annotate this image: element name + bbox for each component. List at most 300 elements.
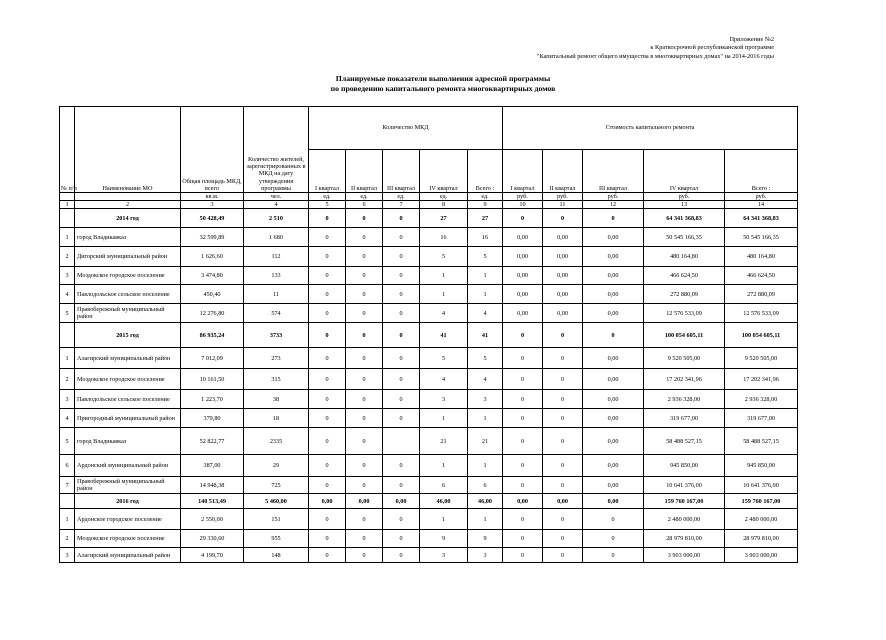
cell-mkd-q4: 6 bbox=[420, 477, 468, 494]
cell-mkd-q2: 0 bbox=[346, 209, 383, 228]
table-row bbox=[60, 348, 798, 369]
cell-name: 2015 год bbox=[75, 323, 181, 348]
cell-mkd-q1: 0 bbox=[309, 247, 346, 267]
cell-num: 5 bbox=[60, 428, 75, 455]
cell-cost-q2: 0,00 bbox=[543, 247, 583, 267]
cell-mkd-q4: 41 bbox=[420, 323, 468, 348]
cell-mkd-q4: 5 bbox=[420, 247, 468, 267]
cell-cost-q1: 0,00 bbox=[503, 267, 543, 285]
cell-cost-q4: 12 576 533,09 bbox=[644, 304, 725, 323]
cell-mkd-q1: 0 bbox=[309, 477, 346, 494]
cell-num: 1 bbox=[60, 228, 75, 247]
cell-residents: 148 bbox=[244, 548, 309, 563]
cell-mkd-q1: 0 bbox=[309, 304, 346, 323]
cell-mkd-q3: 0 bbox=[383, 348, 420, 369]
cell-name: Павлодольское сельское поселение bbox=[75, 390, 181, 409]
cell-mkd-q1: 0 bbox=[309, 390, 346, 409]
cell-num: 1 bbox=[60, 348, 75, 369]
cell-mkd-q4: 1 bbox=[420, 409, 468, 428]
cell-mkd-q3: 0 bbox=[383, 530, 420, 548]
cell-cost-q2: 0,00 bbox=[543, 267, 583, 285]
cell-mkd-q3: 0 bbox=[383, 267, 420, 285]
header-residents: Количество жителей, зарегистрированных в МКД на дату утверждения программы bbox=[244, 107, 309, 193]
cell-cost-q1: 0 bbox=[503, 348, 543, 369]
cell-cost-q2: 0,00 bbox=[543, 494, 583, 509]
cell-mkd-total: 3 bbox=[468, 548, 503, 563]
cell-mkd-q4: 16 bbox=[420, 228, 468, 247]
cell-name: Алагирский муниципальный район bbox=[75, 548, 181, 563]
cell-num: 6 bbox=[60, 455, 75, 477]
cell-residents: 2335 bbox=[244, 428, 309, 455]
table-row bbox=[60, 390, 798, 409]
cell-cost-q1: 0 bbox=[503, 209, 543, 228]
cell-num: 5 bbox=[60, 304, 75, 323]
colnum-mkd-q4: 8 bbox=[420, 201, 468, 209]
cell-cost-q1: 0,00 bbox=[503, 304, 543, 323]
cell-mkd-total: 5 bbox=[468, 348, 503, 369]
table-row bbox=[60, 509, 798, 530]
cell-mkd-q1: 0 bbox=[309, 509, 346, 530]
table-row bbox=[60, 267, 798, 285]
cell-cost-total: 2 480 000,00 bbox=[725, 509, 798, 530]
header-num: № п/п bbox=[60, 107, 75, 193]
cell-mkd-q2: 0 bbox=[346, 477, 383, 494]
cell-mkd-q1: 0 bbox=[309, 369, 346, 390]
cell-mkd-total: 41 bbox=[468, 323, 503, 348]
cell-cost-q4: 64 341 368,83 bbox=[644, 209, 725, 228]
cell-mkd-q3: 0 bbox=[383, 247, 420, 267]
table-row bbox=[60, 530, 798, 548]
cell-mkd-q2: 0 bbox=[346, 304, 383, 323]
cell-area: 29 330,60 bbox=[181, 530, 244, 548]
cell-num: 7 bbox=[60, 477, 75, 494]
cell-num: 4 bbox=[60, 409, 75, 428]
cell-mkd-q1: 0 bbox=[309, 228, 346, 247]
colnum-residents: 4 bbox=[244, 201, 309, 209]
cell-mkd-q4: 9 bbox=[420, 530, 468, 548]
cell-cost-q3: 0,00 bbox=[583, 228, 644, 247]
cell-mkd-q3: 0 bbox=[383, 228, 420, 247]
cell-cost-q1: 0 bbox=[503, 409, 543, 428]
cell-num: 2 bbox=[60, 530, 75, 548]
table-row bbox=[60, 428, 798, 455]
cell-mkd-total: 1 bbox=[468, 455, 503, 477]
colnum-name: 2 bbox=[75, 201, 181, 209]
cell-mkd-q1: 0 bbox=[309, 323, 346, 348]
cell-mkd-q4: 1 bbox=[420, 285, 468, 304]
cell-num: 3 bbox=[60, 390, 75, 409]
cell-cost-total: 10 641 376,00 bbox=[725, 477, 798, 494]
cell-cost-total: 50 545 166,35 bbox=[725, 228, 798, 247]
cell-mkd-q1: 0 bbox=[309, 348, 346, 369]
cell-cost-q2: 0 bbox=[543, 323, 583, 348]
cell-cost-total: 9 520 505,00 bbox=[725, 348, 798, 369]
cell-cost-q2: 0 bbox=[543, 390, 583, 409]
title-line-1: Планируемые показатели выполнения адресной программы bbox=[335, 74, 551, 83]
cell-mkd-q3: 0 bbox=[383, 509, 420, 530]
cell-mkd-q4: 4 bbox=[420, 369, 468, 390]
cell-cost-q2: 0 bbox=[543, 477, 583, 494]
cell-cost-q4: 50 545 166,35 bbox=[644, 228, 725, 247]
cell-mkd-q4: 1 bbox=[420, 455, 468, 477]
cell-cost-q1: 0 bbox=[503, 530, 543, 548]
cell-mkd-q3 bbox=[383, 428, 420, 455]
cell-mkd-q3: 0 bbox=[383, 548, 420, 563]
colnum-cost-q4: 13 bbox=[644, 201, 725, 209]
appendix-note bbox=[537, 36, 774, 61]
unit-num bbox=[60, 193, 75, 201]
cell-cost-q1: 0 bbox=[503, 509, 543, 530]
cell-area: 2 550,00 bbox=[181, 509, 244, 530]
header-cost-group: Стоимость капитального ремонта bbox=[503, 107, 798, 150]
colnum-mkd-q1: 5 bbox=[309, 201, 346, 209]
cell-cost-q2: 0,00 bbox=[543, 304, 583, 323]
cell-mkd-q3: 0,00 bbox=[383, 494, 420, 509]
cell-cost-q4: 2 936 328,00 bbox=[644, 390, 725, 409]
cell-mkd-q3: 0 bbox=[383, 209, 420, 228]
cell-mkd-q3: 0 bbox=[383, 409, 420, 428]
cell-cost-q3: 0,00 bbox=[583, 285, 644, 304]
header-area: Общая площадь МКД, всего bbox=[181, 107, 244, 193]
cell-mkd-q3: 0 bbox=[383, 323, 420, 348]
cell-mkd-q4: 27 bbox=[420, 209, 468, 228]
table-row bbox=[60, 369, 798, 390]
cell-mkd-total: 6 bbox=[468, 477, 503, 494]
cell-mkd-q1: 0 bbox=[309, 530, 346, 548]
cell-name: Ардонское городское поселение bbox=[75, 509, 181, 530]
header-cost-q1: I квартал bbox=[503, 150, 543, 193]
cell-cost-q1: 0 bbox=[503, 477, 543, 494]
document-title bbox=[0, 74, 886, 94]
cell-cost-q4: 466 624,50 bbox=[644, 267, 725, 285]
cell-area: 140 513,49 bbox=[181, 494, 244, 509]
cell-cost-q3: 0,00 bbox=[583, 304, 644, 323]
cell-name: город Владикавказ bbox=[75, 428, 181, 455]
cell-mkd-q1: 0 bbox=[309, 209, 346, 228]
cell-cost-q3: 0,00 bbox=[583, 390, 644, 409]
cell-cost-total: 466 624,50 bbox=[725, 267, 798, 285]
cell-residents: 112 bbox=[244, 247, 309, 267]
cell-cost-q4: 2 480 000,00 bbox=[644, 509, 725, 530]
cell-mkd-q2: 0 bbox=[346, 428, 383, 455]
unit-cost-q1: руб. bbox=[503, 193, 543, 201]
unit-mkd-q4: ед. bbox=[420, 193, 468, 201]
table-row bbox=[60, 304, 798, 323]
cell-name: Павлодольское сельское поселение bbox=[75, 285, 181, 304]
cell-cost-q1: 0 bbox=[503, 428, 543, 455]
table-row bbox=[60, 285, 798, 304]
cell-mkd-q3: 0 bbox=[383, 285, 420, 304]
cell-area: 4 199,70 bbox=[181, 548, 244, 563]
cell-name: Правобережный муниципальный район bbox=[75, 477, 181, 494]
cell-mkd-q4: 3 bbox=[420, 548, 468, 563]
cell-num: 2 bbox=[60, 369, 75, 390]
cell-cost-q3: 0,00 bbox=[583, 477, 644, 494]
unit-mkd-q1: ед. bbox=[309, 193, 346, 201]
unit-mkd-q2: ед. bbox=[346, 193, 383, 201]
colnum-area: 3 bbox=[181, 201, 244, 209]
header-mkd-q2: II квартал bbox=[346, 150, 383, 193]
cell-cost-q3: 0 bbox=[583, 548, 644, 563]
cell-area: 7 012,09 bbox=[181, 348, 244, 369]
cell-mkd-q2: 0 bbox=[346, 228, 383, 247]
cell-cost-q3: 0 bbox=[583, 509, 644, 530]
cell-mkd-q1: 0 bbox=[309, 428, 346, 455]
cell-residents: 1 680 bbox=[244, 228, 309, 247]
cell-mkd-total: 1 bbox=[468, 267, 503, 285]
cell-cost-total: 28 979 810,00 bbox=[725, 530, 798, 548]
cell-residents: 725 bbox=[244, 477, 309, 494]
cell-cost-q2: 0 bbox=[543, 428, 583, 455]
cell-name: Дигорский муниципальный район bbox=[75, 247, 181, 267]
cell-name: Ардонский муниципальный район bbox=[75, 455, 181, 477]
cell-cost-total: 272 880,09 bbox=[725, 285, 798, 304]
colnum-cost-q3: 12 bbox=[583, 201, 644, 209]
cell-cost-q1: 0,00 bbox=[503, 247, 543, 267]
cell-cost-q1: 0,00 bbox=[503, 228, 543, 247]
cell-mkd-q3: 0 bbox=[383, 455, 420, 477]
cell-area: 379,80 bbox=[181, 409, 244, 428]
colnum-num: 1 bbox=[60, 201, 75, 209]
cell-mkd-q1: 0 bbox=[309, 409, 346, 428]
cell-mkd-q4: 21 bbox=[420, 428, 468, 455]
cell-num: 3 bbox=[60, 267, 75, 285]
cell-mkd-q4: 46,00 bbox=[420, 494, 468, 509]
cell-area: 32 599,89 bbox=[181, 228, 244, 247]
cell-area: 1 626,60 bbox=[181, 247, 244, 267]
cell-residents: 133 bbox=[244, 267, 309, 285]
table-row bbox=[60, 409, 798, 428]
cell-cost-q2: 0 bbox=[543, 455, 583, 477]
table-row bbox=[60, 455, 798, 477]
cell-mkd-q3: 0 bbox=[383, 369, 420, 390]
cell-cost-q4: 28 979 810,00 bbox=[644, 530, 725, 548]
cell-cost-q4: 100 054 605,11 bbox=[644, 323, 725, 348]
cell-residents: 38 bbox=[244, 390, 309, 409]
header-name: Наименование МО bbox=[75, 107, 181, 193]
cell-cost-q2: 0 bbox=[543, 369, 583, 390]
cell-cost-total: 3 903 000,00 bbox=[725, 548, 798, 563]
cell-residents: 574 bbox=[244, 304, 309, 323]
year-summary-row bbox=[60, 494, 798, 509]
cell-cost-q2: 0,00 bbox=[543, 228, 583, 247]
cell-mkd-q4: 3 bbox=[420, 390, 468, 409]
cell-mkd-q2: 0 bbox=[346, 369, 383, 390]
cell-mkd-total: 27 bbox=[468, 209, 503, 228]
cell-cost-total: 58 488 527,15 bbox=[725, 428, 798, 455]
year-summary-row bbox=[60, 323, 798, 348]
cell-mkd-total: 5 bbox=[468, 247, 503, 267]
cell-area: 50 428,49 bbox=[181, 209, 244, 228]
table-row bbox=[60, 548, 798, 563]
cell-cost-q2: 0 bbox=[543, 509, 583, 530]
cell-mkd-total: 3 bbox=[468, 390, 503, 409]
cell-cost-q4: 159 760 167,00 bbox=[644, 494, 725, 509]
appendix-line-2: к Краткосрочной республиканской программе bbox=[650, 44, 774, 52]
cell-mkd-q2: 0 bbox=[346, 285, 383, 304]
unit-name bbox=[75, 193, 181, 201]
cell-cost-total: 2 936 328,00 bbox=[725, 390, 798, 409]
cell-residents: 273 bbox=[244, 348, 309, 369]
cell-mkd-q2: 0 bbox=[346, 509, 383, 530]
cell-mkd-q4: 5 bbox=[420, 348, 468, 369]
cell-residents: 29 bbox=[244, 455, 309, 477]
cell-cost-q1: 0,00 bbox=[503, 494, 543, 509]
cell-cost-q3: 0,00 bbox=[583, 369, 644, 390]
cell-mkd-q1: 0 bbox=[309, 455, 346, 477]
cell-cost-q1: 0 bbox=[503, 455, 543, 477]
cell-cost-q1: 0 bbox=[503, 323, 543, 348]
year-summary-row bbox=[60, 209, 798, 228]
cell-mkd-q3: 0 bbox=[383, 304, 420, 323]
table-row bbox=[60, 247, 798, 267]
cell-mkd-q1: 0 bbox=[309, 267, 346, 285]
cell-cost-q2: 0 bbox=[543, 548, 583, 563]
cell-mkd-q2: 0 bbox=[346, 247, 383, 267]
cell-area: 52 822,77 bbox=[181, 428, 244, 455]
cell-mkd-q2: 0 bbox=[346, 267, 383, 285]
cell-mkd-total: 46,00 bbox=[468, 494, 503, 509]
cell-residents: 2 510 bbox=[244, 209, 309, 228]
cell-name: Моздокское городское поселение bbox=[75, 267, 181, 285]
cell-name: Моздокское городское поселение bbox=[75, 530, 181, 548]
cell-area: 12 276,80 bbox=[181, 304, 244, 323]
header-mkd-group: Количество МКД bbox=[309, 107, 503, 150]
program-table bbox=[59, 106, 798, 563]
cell-mkd-q2: 0 bbox=[346, 530, 383, 548]
cell-name: Моздокское городское поселение bbox=[75, 369, 181, 390]
cell-residents: 18 bbox=[244, 409, 309, 428]
cell-mkd-q3: 0 bbox=[383, 390, 420, 409]
cell-cost-q2: 0,00 bbox=[543, 285, 583, 304]
cell-cost-q2: 0 bbox=[543, 348, 583, 369]
cell-area: 450,40 bbox=[181, 285, 244, 304]
cell-mkd-q4: 1 bbox=[420, 509, 468, 530]
cell-num: 4 bbox=[60, 285, 75, 304]
header-cost-q3: III квартал bbox=[583, 150, 644, 193]
table-row bbox=[60, 228, 798, 247]
cell-cost-q4: 58 488 527,15 bbox=[644, 428, 725, 455]
cell-cost-q3: 0,00 bbox=[583, 455, 644, 477]
header-mkd-q3: III квартал bbox=[383, 150, 420, 193]
colnum-cost-q1: 10 bbox=[503, 201, 543, 209]
cell-cost-total: 64 341 368,83 bbox=[725, 209, 798, 228]
cell-cost-q3: 0,00 bbox=[583, 247, 644, 267]
cell-name: Пригородный муниципальный район bbox=[75, 409, 181, 428]
colnum-mkd-q2: 6 bbox=[346, 201, 383, 209]
appendix-line-1: Приложение №2 bbox=[729, 36, 774, 43]
group-header-row bbox=[60, 107, 798, 150]
cell-cost-q3: 0,00 bbox=[583, 348, 644, 369]
cell-name: 2014 год bbox=[75, 209, 181, 228]
cell-cost-q3: 0 bbox=[583, 530, 644, 548]
cell-cost-q3: 0,00 bbox=[583, 267, 644, 285]
cell-mkd-q1: 0 bbox=[309, 285, 346, 304]
cell-mkd-total: 16 bbox=[468, 228, 503, 247]
cell-mkd-q2: 0 bbox=[346, 548, 383, 563]
cell-cost-q4: 319 677,00 bbox=[644, 409, 725, 428]
cell-mkd-total: 9 bbox=[468, 530, 503, 548]
cell-mkd-total: 21 bbox=[468, 428, 503, 455]
cell-cost-q1: 0 bbox=[503, 390, 543, 409]
cell-cost-q2: 0 bbox=[543, 409, 583, 428]
unit-area: кв.м. bbox=[181, 193, 244, 201]
cell-cost-q3: 0,00 bbox=[583, 428, 644, 455]
cell-residents: 5 460,00 bbox=[244, 494, 309, 509]
cell-num bbox=[60, 323, 75, 348]
cell-num bbox=[60, 209, 75, 228]
cell-area: 3 474,80 bbox=[181, 267, 244, 285]
cell-mkd-q2: 0 bbox=[346, 323, 383, 348]
cell-mkd-q4: 4 bbox=[420, 304, 468, 323]
cell-num: 1 bbox=[60, 509, 75, 530]
cell-cost-q3: 0 bbox=[583, 323, 644, 348]
cell-area: 1 223,70 bbox=[181, 390, 244, 409]
cell-cost-q3: 0,00 bbox=[583, 409, 644, 428]
cell-cost-q4: 3 903 000,00 bbox=[644, 548, 725, 563]
table-row bbox=[60, 477, 798, 494]
unit-cost-q3: руб. bbox=[583, 193, 644, 201]
cell-mkd-total: 1 bbox=[468, 285, 503, 304]
cell-name: Алагирский муниципальный район bbox=[75, 348, 181, 369]
cell-num bbox=[60, 494, 75, 509]
colnum-mkd-total: 9 bbox=[468, 201, 503, 209]
cell-mkd-q4: 1 bbox=[420, 267, 468, 285]
cell-mkd-q2: 0 bbox=[346, 455, 383, 477]
cell-area: 10 161,50 bbox=[181, 369, 244, 390]
cell-mkd-q2: 0 bbox=[346, 409, 383, 428]
colnum-mkd-q3: 7 bbox=[383, 201, 420, 209]
cell-cost-q4: 480 164,80 bbox=[644, 247, 725, 267]
unit-mkd-total: ед. bbox=[468, 193, 503, 201]
cell-mkd-q2: 0,00 bbox=[346, 494, 383, 509]
colnum-cost-total: 14 bbox=[725, 201, 798, 209]
cell-area: 14 948,38 bbox=[181, 477, 244, 494]
cell-cost-q4: 272 880,09 bbox=[644, 285, 725, 304]
cell-cost-total: 319 677,00 bbox=[725, 409, 798, 428]
cell-name: город Владикавказ bbox=[75, 228, 181, 247]
cell-num: 3 bbox=[60, 548, 75, 563]
cell-cost-q4: 17 202 341,96 bbox=[644, 369, 725, 390]
cell-cost-q2: 0 bbox=[543, 209, 583, 228]
cell-cost-total: 159 760 167,00 bbox=[725, 494, 798, 509]
colnum-cost-q2: 11 bbox=[543, 201, 583, 209]
cell-cost-q3: 0 bbox=[583, 209, 644, 228]
cell-cost-total: 17 202 341,96 bbox=[725, 369, 798, 390]
units-row bbox=[60, 193, 798, 201]
cell-residents: 955 bbox=[244, 530, 309, 548]
cell-cost-total: 100 054 605,11 bbox=[725, 323, 798, 348]
cell-cost-total: 945 850,00 bbox=[725, 455, 798, 477]
header-cost-q4: IV квартал bbox=[644, 150, 725, 193]
cell-residents: 3733 bbox=[244, 323, 309, 348]
cell-cost-q3: 0,00 bbox=[583, 494, 644, 509]
cell-mkd-total: 1 bbox=[468, 409, 503, 428]
cell-cost-q2: 0 bbox=[543, 530, 583, 548]
title-line-2: по проведению капитального ремонта многоквартирных домов bbox=[330, 84, 556, 93]
cell-cost-total: 12 576 533,09 bbox=[725, 304, 798, 323]
cell-mkd-total: 4 bbox=[468, 369, 503, 390]
cell-mkd-q2: 0 bbox=[346, 390, 383, 409]
cell-cost-total: 480 164,80 bbox=[725, 247, 798, 267]
appendix-line-3: "Капитальный ремонт общего имущества в многоквартирных домах" на 2014-2016 годы bbox=[536, 52, 774, 60]
header-mkd-total: Всего : bbox=[468, 150, 503, 193]
unit-cost-total: руб. bbox=[725, 193, 798, 201]
cell-residents: 151 bbox=[244, 509, 309, 530]
header-cost-total: Всего : bbox=[725, 150, 798, 193]
header-cost-q2: II квартал bbox=[543, 150, 583, 193]
cell-area: 86 935,24 bbox=[181, 323, 244, 348]
